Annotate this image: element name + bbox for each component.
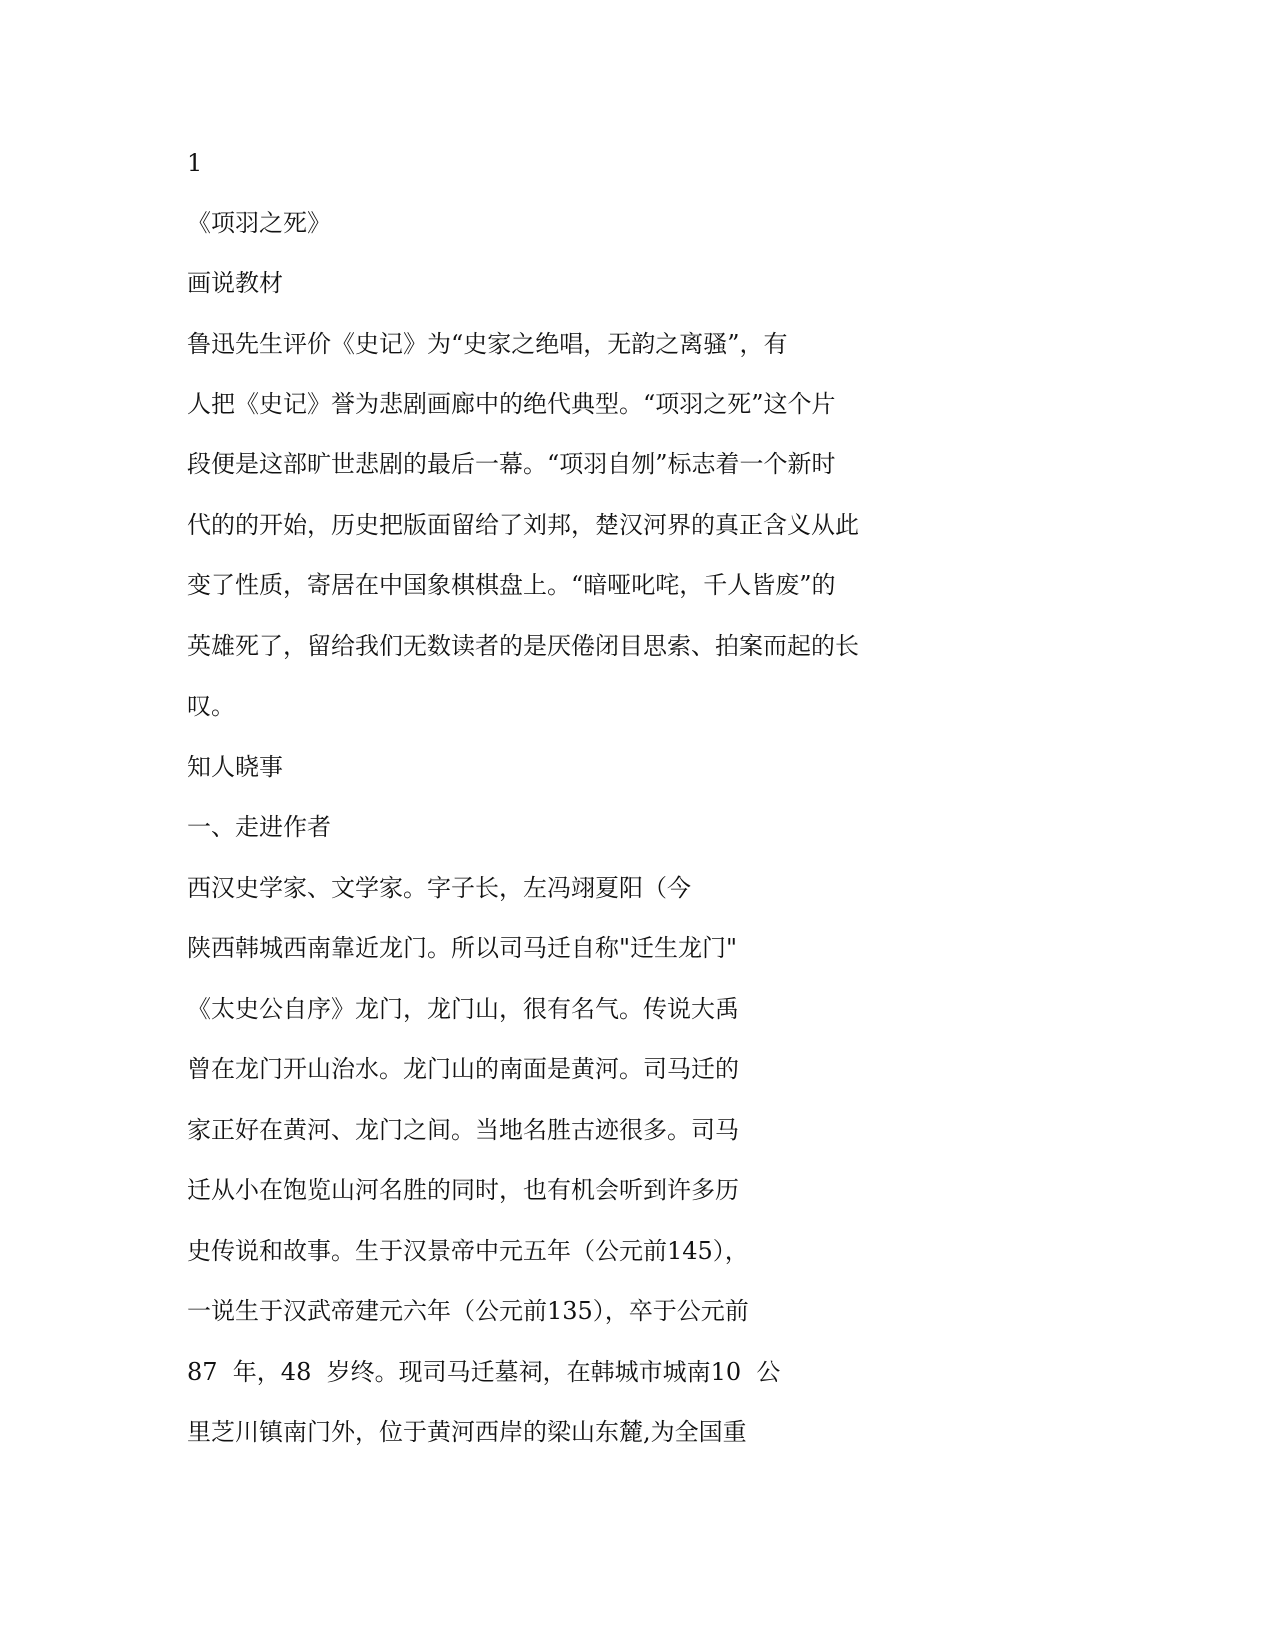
- section-heading-intro: 画说教材: [187, 269, 283, 297]
- document-title: 《项羽之死》: [187, 209, 331, 237]
- author-paragraph-line: 陕西韩城西南靠近龙门。所以司马迁自称"迁生龙门": [187, 934, 738, 962]
- intro-paragraph-line: 叹。: [187, 692, 235, 720]
- author-paragraph-line: 里芝川镇南门外，位于黄河西岸的梁山东麓,为全国重: [187, 1418, 747, 1446]
- author-paragraph-line: 《太史公自序》龙门，龙门山，很有名气。传说大禹: [187, 995, 739, 1023]
- page-number: 1: [187, 149, 203, 177]
- author-paragraph-line: 史传说和故事。生于汉景帝中元五年（公元前145），: [187, 1237, 749, 1265]
- section-heading-background: 知人晓事: [187, 753, 283, 781]
- intro-paragraph-line: 变了性质，寄居在中国象棋棋盘上。“暗哑叱咤，千人皆废”的: [187, 571, 836, 599]
- author-paragraph-line: 西汉史学家、文学家。字子长，左冯翊夏阳（今: [187, 874, 691, 902]
- intro-paragraph-line: 段便是这部旷世悲剧的最后一幕。“项羽自刎”标志着一个新时: [187, 450, 836, 478]
- author-paragraph-line: 一说生于汉武帝建元六年（公元前135），卒于公元前: [187, 1297, 749, 1325]
- intro-paragraph-line: 人把《史记》誉为悲剧画廊中的绝代典型。“项羽之死”这个片: [187, 390, 836, 418]
- subsection-heading-author: 一、走进作者: [187, 813, 331, 841]
- intro-paragraph-line: 代的的开始，历史把版面留给了刘邦，楚汉河界的真正含义从此: [187, 511, 859, 539]
- author-paragraph-line: 家正好在黄河、龙门之间。当地名胜古迹很多。司马: [187, 1116, 739, 1144]
- author-paragraph-line: 迁从小在饱览山河名胜的同时，也有机会听到许多历: [187, 1176, 739, 1204]
- author-paragraph-line: 曾在龙门开山治水。龙门山的南面是黄河。司马迁的: [187, 1055, 739, 1083]
- intro-paragraph-line: 鲁迅先生评价《史记》为“史家之绝唱，无韵之离骚”，有: [187, 330, 788, 358]
- author-paragraph-line: 87 年，48 岁终。现司马迁墓祠，在韩城市城南10 公: [187, 1358, 781, 1386]
- intro-paragraph-line: 英雄死了，留给我们无数读者的是厌倦闭目思索、拍案而起的长: [187, 632, 859, 660]
